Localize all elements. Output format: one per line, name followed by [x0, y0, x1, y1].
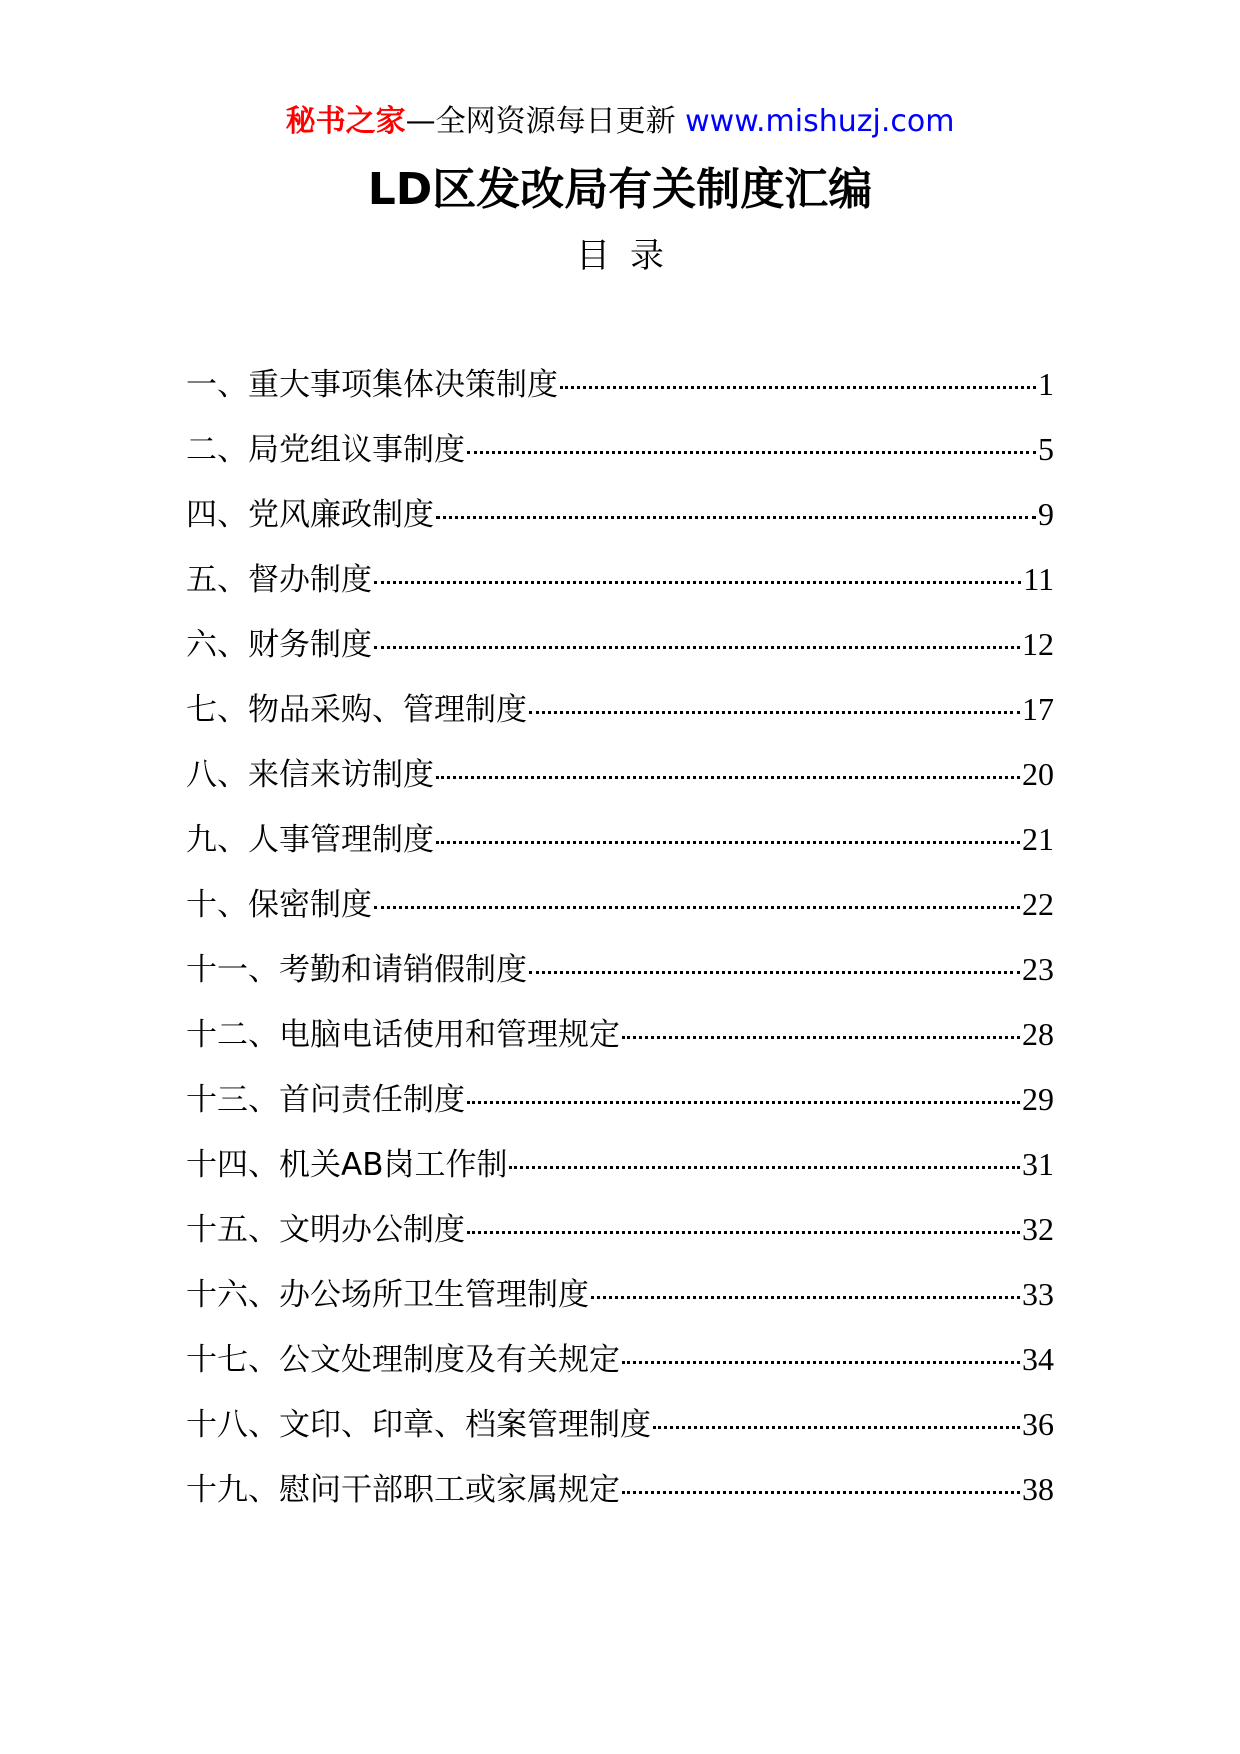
toc-entry[interactable] [186, 811, 1054, 876]
toc-dot-leader [467, 451, 1036, 454]
toc-entry[interactable] [186, 681, 1054, 746]
toc-entry-page-number[interactable]: 33 [1022, 1276, 1054, 1312]
toc-entry-page-number[interactable]: 21 [1022, 821, 1054, 857]
banner-brand: 秘书之家 [285, 104, 406, 139]
toc-dot-leader [436, 516, 1036, 519]
toc-dot-leader [622, 1036, 1020, 1039]
toc-dot-leader [529, 711, 1020, 714]
toc-entry-page-number[interactable]: 22 [1022, 886, 1054, 922]
banner-tagline: —全网资源每日更新 [405, 104, 676, 139]
toc-entry[interactable] [186, 421, 1054, 486]
toc-entry[interactable] [186, 876, 1054, 941]
toc-entry[interactable] [186, 1006, 1054, 1071]
toc-entry-label[interactable]: 四、党风廉政制度 [186, 497, 434, 533]
toc-entry-label[interactable]: 十八、文印、印章、档案管理制度 [186, 1407, 651, 1443]
toc-entry[interactable] [186, 746, 1054, 811]
toc-entry-page-number[interactable]: 1 [1038, 366, 1054, 402]
toc-entry[interactable] [186, 1136, 1054, 1201]
toc-entry-page-number[interactable]: 32 [1022, 1211, 1054, 1247]
toc-entry[interactable] [186, 941, 1054, 1006]
toc-dot-leader [622, 1491, 1020, 1494]
toc-dot-leader [529, 971, 1020, 974]
toc-entry[interactable] [186, 1201, 1054, 1266]
toc-entry-label[interactable]: 十四、机关AB岗工作制 [186, 1147, 508, 1183]
toc-entry-label[interactable]: 十三、首问责任制度 [186, 1082, 465, 1118]
toc-entry-page-number[interactable]: 12 [1022, 626, 1054, 662]
toc-dot-leader [622, 1361, 1020, 1364]
toc-entry-page-number[interactable]: 28 [1022, 1016, 1054, 1052]
toc-entry[interactable] [186, 1071, 1054, 1136]
toc-entry[interactable] [186, 1396, 1054, 1461]
table-of-contents [186, 356, 1054, 1526]
toc-entry-label[interactable]: 二、局党组议事制度 [186, 432, 465, 468]
toc-entry-label[interactable]: 十二、电脑电话使用和管理规定 [186, 1017, 620, 1053]
toc-heading: 目录 [576, 236, 684, 276]
toc-entry-label[interactable]: 七、物品采购、管理制度 [186, 692, 527, 728]
toc-entry-page-number[interactable]: 11 [1023, 561, 1054, 597]
site-banner [0, 100, 1240, 144]
toc-entry-page-number[interactable]: 34 [1022, 1341, 1054, 1377]
toc-entry[interactable] [186, 1461, 1054, 1526]
toc-dot-leader [374, 646, 1020, 649]
toc-entry[interactable] [186, 1331, 1054, 1396]
document-title: LD区发改局有关制度汇编 [367, 164, 873, 215]
toc-entry[interactable] [186, 616, 1054, 681]
toc-entry[interactable] [186, 1266, 1054, 1331]
toc-entry-page-number[interactable]: 23 [1022, 951, 1054, 987]
banner-url-link[interactable]: www.mishuzj.com [685, 104, 955, 139]
toc-entry-page-number[interactable]: 17 [1022, 691, 1054, 727]
toc-dot-leader [436, 776, 1020, 779]
toc-entry-label[interactable]: 五、督办制度 [186, 562, 372, 598]
toc-entry-label[interactable]: 十六、办公场所卫生管理制度 [186, 1277, 589, 1313]
toc-entry-page-number[interactable]: 5 [1038, 431, 1054, 467]
toc-entry[interactable] [186, 356, 1054, 421]
toc-dot-leader [560, 386, 1036, 389]
toc-entry-page-number[interactable]: 29 [1022, 1081, 1054, 1117]
toc-entry-page-number[interactable]: 31 [1022, 1146, 1054, 1182]
toc-entry-page-number[interactable]: 38 [1022, 1471, 1054, 1507]
toc-entry-label[interactable]: 十一、考勤和请销假制度 [186, 952, 527, 988]
toc-entry[interactable] [186, 486, 1054, 551]
toc-entry-page-number[interactable]: 36 [1022, 1406, 1054, 1442]
toc-entry-page-number[interactable]: 20 [1022, 756, 1054, 792]
toc-dot-leader [467, 1231, 1020, 1234]
toc-entry-label[interactable]: 九、人事管理制度 [186, 822, 434, 858]
toc-entry-label[interactable]: 十七、公文处理制度及有关规定 [186, 1342, 620, 1378]
toc-dot-leader [374, 906, 1020, 909]
toc-dot-leader [591, 1296, 1020, 1299]
toc-entry-page-number[interactable]: 9 [1038, 496, 1054, 532]
toc-entry-label[interactable]: 十五、文明办公制度 [186, 1212, 465, 1248]
toc-entry-label[interactable]: 六、财务制度 [186, 627, 372, 663]
toc-dot-leader [653, 1426, 1020, 1429]
toc-entry-label[interactable]: 十九、慰问干部职工或家属规定 [186, 1472, 620, 1508]
toc-entry-label[interactable]: 八、来信来访制度 [186, 757, 434, 793]
toc-dot-leader [509, 1166, 1020, 1169]
toc-dot-leader [467, 1101, 1020, 1104]
toc-entry[interactable] [186, 551, 1054, 616]
toc-entry-label[interactable]: 十、保密制度 [186, 887, 372, 923]
toc-entry-label[interactable]: 一、重大事项集体决策制度 [186, 367, 558, 403]
toc-dot-leader [436, 841, 1020, 844]
toc-dot-leader [374, 581, 1021, 584]
